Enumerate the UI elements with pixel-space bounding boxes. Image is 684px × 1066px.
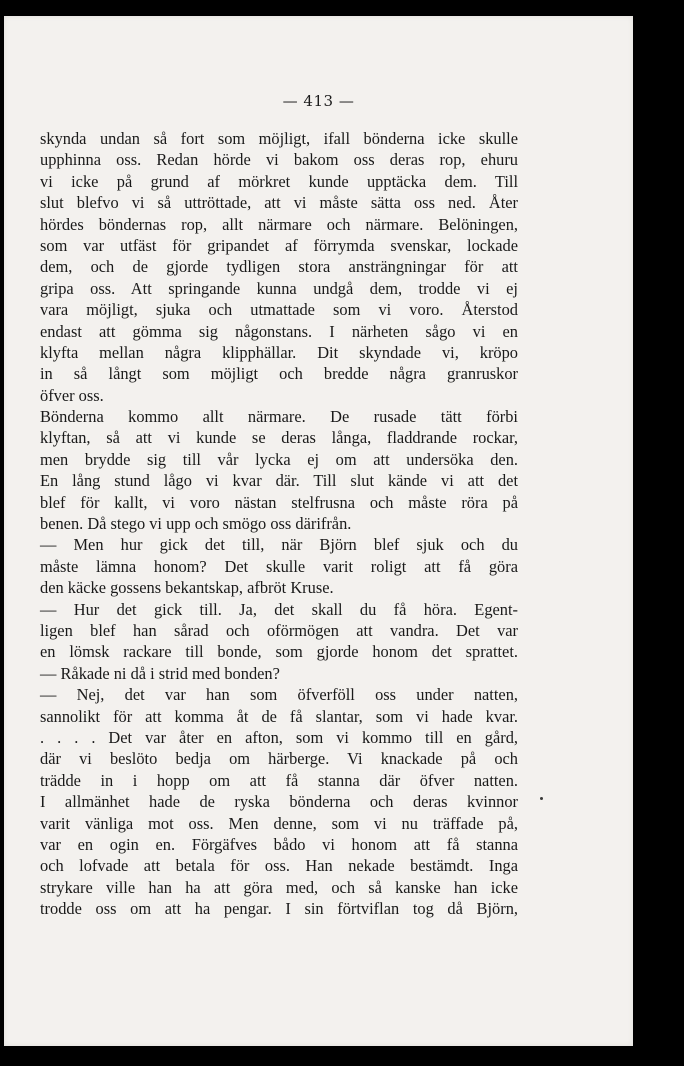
- text-line: trädde in i hopp om att få stanna där öfver natten.: [40, 770, 518, 790]
- page-number: — 413 —: [282, 92, 355, 110]
- text-line: sannolikt för att komma åt de få slantar, som vi hade kvar.: [40, 706, 518, 726]
- text-line: varit vänliga mot oss. Men denne, som vi nu träffade på,: [40, 813, 518, 833]
- text-line: klyfta mellan några klipphällar. Dit skyndade vi, kröpo: [40, 342, 518, 362]
- text-line: blef för kallt, vi voro nästan stelfrusna och måste röra på: [40, 492, 518, 512]
- text-line: trodde oss om att ha pengar. I sin förtviflan tog då Björn,: [40, 899, 518, 919]
- text-line: måste lämna honom? Det skulle varit roligt att få göra: [40, 556, 518, 576]
- text-line: en lömsk rackare till bonde, som gjorde honom det sprattet.: [40, 642, 518, 662]
- text-line: och lofvade att betala för oss. Han nekade bestämdt. Inga: [40, 856, 518, 876]
- text-line: endast att gömma sig någonstans. I närheten sågo vi en: [40, 321, 518, 341]
- text-line: — Nej, det var han som öfverföll oss under natten,: [40, 685, 518, 705]
- text-line: — Men hur gick det till, när Björn blef sjuk och du: [40, 535, 518, 555]
- text-line: upphinna oss. Redan hörde vi bakom oss deras rop, ehuru: [40, 150, 518, 170]
- text-line: . . . . Det var åter en afton, som vi kommo till en gård,: [40, 727, 518, 747]
- text-line: — Hur det gick till. Ja, det skall du få höra. Egent-: [40, 599, 518, 619]
- text-line: Bönderna kommo allt närmare. De rusade tätt förbi: [40, 407, 518, 427]
- text-line: strykare ville han ha att göra med, och så kanske han icke: [40, 877, 518, 897]
- text-line: den käcke gossens bekantskap, afbröt Kruse.: [40, 578, 334, 598]
- text-line: som var utfäst för gripandet af förrymda svenskar, lockade: [40, 235, 518, 255]
- text-line: benen. Då stego vi upp och smögo oss därifrån.: [40, 514, 352, 534]
- text-line: klyftan, så att vi kunde se deras långa, fladdrande rockar,: [40, 428, 518, 448]
- text-line: öfver oss.: [40, 385, 104, 405]
- body-text: [40, 128, 518, 919]
- stray-ink-mark: [540, 797, 543, 800]
- text-line: gripa oss. Att springande kunna undgå dem, trodde vi ej: [40, 278, 518, 298]
- text-line: vara möjligt, sjuka och utmattade som vi voro. Återstod: [40, 300, 518, 320]
- text-line: där vi beslöto bedja om härberge. Vi knackade på och: [40, 749, 518, 769]
- text-line: ligen blef han sårad och oförmögen att vandra. Det var: [40, 620, 518, 640]
- text-line: skynda undan så fort som möjligt, ifall bönderna icke skulle: [40, 129, 518, 148]
- book-page: [4, 16, 633, 1046]
- text-line: men brydde sig till vår lycka ej om att undersöka den.: [40, 449, 518, 469]
- text-line: in så långt som möjligt och bredde några granruskor: [40, 364, 518, 384]
- scan-border-right: [633, 0, 684, 1066]
- text-line: hördes böndernas rop, allt närmare och närmare. Belöningen,: [40, 214, 518, 234]
- text-line: var en ogin en. Förgäfves bådo vi honom att få stanna: [40, 834, 518, 854]
- text-line: vi icke på grund af mörkret kunde upptäcka dem. Till: [40, 171, 518, 191]
- text-line: I allmänhet hade de ryska bönderna och deras kvinnor: [40, 792, 518, 812]
- text-line: En lång stund lågo vi kvar där. Till slut kände vi att det: [40, 471, 518, 491]
- text-line: slut blefvo vi så uttröttade, att vi måste sätta oss ned. Åter: [40, 193, 518, 213]
- text-line: dem, och de gjorde tydligen stora ansträngningar för att: [40, 257, 518, 277]
- text-line: — Råkade ni då i strid med bonden?: [40, 663, 280, 683]
